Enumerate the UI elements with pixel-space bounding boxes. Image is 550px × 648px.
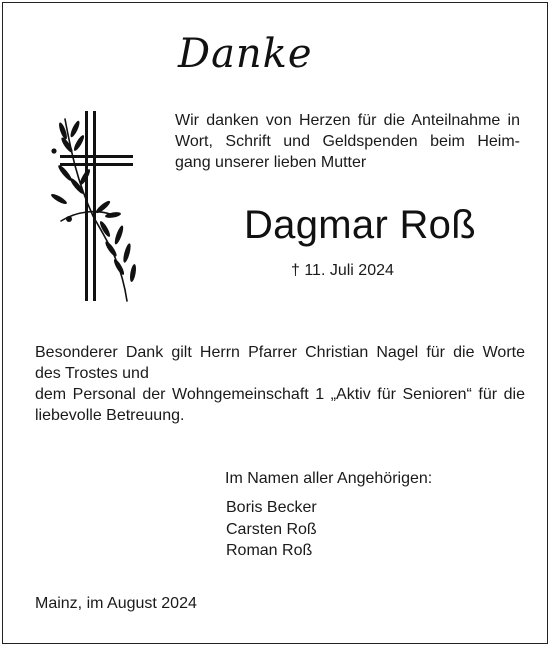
cross-with-palm-branch-icon [47,111,147,306]
deceased-name: Dagmar Roß [244,203,476,247]
thanks-line: liebevolle Betreuung. [35,407,185,424]
signer-name: Carsten Roß [226,520,317,538]
thanks-line: des Trostes und [35,365,149,382]
intro-line: gang unserer lieben Mutter [175,154,367,171]
intro-text [175,110,520,173]
signer-name: Boris Becker [226,499,317,516]
thanks-line: dem Personal der Wohngemeinschaft 1 „Aktiv für Senioren“ für die [35,386,525,403]
intro-line: Wort, Schrift und Geldspenden beim Heim- [175,133,520,150]
thanks-line: Besonderer Dank gilt Herrn Pfarrer Christian Nagel für die Worte [35,344,525,361]
signers-intro: Im Namen aller Angehörigen: [225,470,433,487]
thanks-text [35,342,525,426]
page-title: Danke [178,31,313,77]
place-date: Mainz, im August 2024 [35,595,197,612]
death-date: † 11. Juli 2024 [291,262,394,279]
obituary-card [2,2,548,644]
signers-list [226,497,317,562]
signer-name: Roman Roß [226,542,313,559]
intro-line: Wir danken von Herzen für die Anteilnahme in [175,112,520,129]
